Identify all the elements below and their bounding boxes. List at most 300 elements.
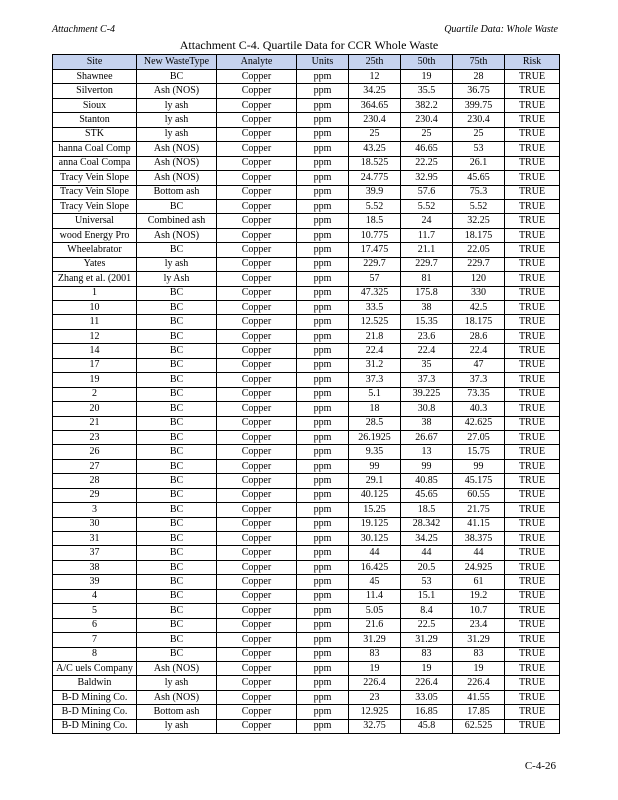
site-cell: 27 xyxy=(53,459,137,473)
waste-type-cell: ly ash xyxy=(137,127,217,141)
q25-cell: 43.25 xyxy=(349,142,401,156)
site-cell: 17 xyxy=(53,358,137,372)
waste-type-cell: BC xyxy=(137,329,217,343)
site-cell: 20 xyxy=(53,402,137,416)
site-cell: Yates xyxy=(53,257,137,271)
analyte-cell: Copper xyxy=(217,214,297,228)
units-cell: ppm xyxy=(297,113,349,127)
q75-cell: 31.29 xyxy=(453,633,505,647)
analyte-cell: Copper xyxy=(217,445,297,459)
q50-cell: 21.1 xyxy=(401,243,453,257)
waste-type-cell: ly ash xyxy=(137,676,217,690)
q75-cell: 42.625 xyxy=(453,416,505,430)
table-row xyxy=(53,517,560,531)
table-row xyxy=(53,113,560,127)
q75-cell: 17.85 xyxy=(453,705,505,719)
column-header: 25th xyxy=(349,55,401,70)
waste-type-cell: ly Ash xyxy=(137,272,217,286)
site-cell: 14 xyxy=(53,344,137,358)
analyte-cell: Copper xyxy=(217,589,297,603)
units-cell: ppm xyxy=(297,633,349,647)
analyte-cell: Copper xyxy=(217,575,297,589)
site-cell: 11 xyxy=(53,315,137,329)
q50-cell: 15.1 xyxy=(401,589,453,603)
units-cell: ppm xyxy=(297,676,349,690)
q25-cell: 26.1925 xyxy=(349,430,401,444)
site-cell: Stanton xyxy=(53,113,137,127)
q25-cell: 99 xyxy=(349,459,401,473)
risk-cell: TRUE xyxy=(505,560,560,574)
site-cell: 30 xyxy=(53,517,137,531)
q75-cell: 28.6 xyxy=(453,329,505,343)
table-row xyxy=(53,416,560,430)
q75-cell: 83 xyxy=(453,647,505,661)
table-row xyxy=(53,618,560,632)
q25-cell: 30.125 xyxy=(349,532,401,546)
analyte-cell: Copper xyxy=(217,503,297,517)
q25-cell: 47.325 xyxy=(349,286,401,300)
q25-cell: 12.525 xyxy=(349,315,401,329)
q75-cell: 10.7 xyxy=(453,604,505,618)
q25-cell: 5.05 xyxy=(349,604,401,618)
q75-cell: 26.1 xyxy=(453,156,505,170)
q25-cell: 230.4 xyxy=(349,113,401,127)
table-row xyxy=(53,329,560,343)
units-cell: ppm xyxy=(297,661,349,675)
units-cell: ppm xyxy=(297,199,349,213)
q75-cell: 22.4 xyxy=(453,344,505,358)
q75-cell: 40.3 xyxy=(453,402,505,416)
q25-cell: 10.775 xyxy=(349,228,401,242)
analyte-cell: Copper xyxy=(217,228,297,242)
site-cell: 12 xyxy=(53,329,137,343)
waste-type-cell: BC xyxy=(137,560,217,574)
q75-cell: 45.65 xyxy=(453,171,505,185)
q75-cell: 15.75 xyxy=(453,445,505,459)
site-cell: Sioux xyxy=(53,98,137,112)
table-row xyxy=(53,358,560,372)
table-row xyxy=(53,387,560,401)
analyte-cell: Copper xyxy=(217,647,297,661)
q25-cell: 19.125 xyxy=(349,517,401,531)
q25-cell: 83 xyxy=(349,647,401,661)
units-cell: ppm xyxy=(297,546,349,560)
units-cell: ppm xyxy=(297,373,349,387)
waste-type-cell: BC xyxy=(137,445,217,459)
q50-cell: 226.4 xyxy=(401,676,453,690)
q50-cell: 45.8 xyxy=(401,719,453,733)
analyte-cell: Copper xyxy=(217,329,297,343)
q50-cell: 38 xyxy=(401,416,453,430)
risk-cell: TRUE xyxy=(505,301,560,315)
q50-cell: 229.7 xyxy=(401,257,453,271)
analyte-cell: Copper xyxy=(217,301,297,315)
q25-cell: 40.125 xyxy=(349,488,401,502)
units-cell: ppm xyxy=(297,301,349,315)
q75-cell: 120 xyxy=(453,272,505,286)
analyte-cell: Copper xyxy=(217,661,297,675)
site-cell: hanna Coal Comp xyxy=(53,142,137,156)
risk-cell: TRUE xyxy=(505,257,560,271)
units-cell: ppm xyxy=(297,171,349,185)
table-row xyxy=(53,647,560,661)
table-row xyxy=(53,185,560,199)
waste-type-cell: BC xyxy=(137,402,217,416)
q50-cell: 8.4 xyxy=(401,604,453,618)
q50-cell: 18.5 xyxy=(401,503,453,517)
analyte-cell: Copper xyxy=(217,344,297,358)
column-header: 50th xyxy=(401,55,453,70)
q25-cell: 19 xyxy=(349,661,401,675)
risk-cell: TRUE xyxy=(505,445,560,459)
q50-cell: 22.4 xyxy=(401,344,453,358)
waste-type-cell: BC xyxy=(137,589,217,603)
units-cell: ppm xyxy=(297,618,349,632)
q25-cell: 25 xyxy=(349,127,401,141)
q75-cell: 330 xyxy=(453,286,505,300)
units-cell: ppm xyxy=(297,228,349,242)
risk-cell: TRUE xyxy=(505,719,560,733)
q25-cell: 229.7 xyxy=(349,257,401,271)
risk-cell: TRUE xyxy=(505,199,560,213)
q25-cell: 23 xyxy=(349,690,401,704)
q50-cell: 5.52 xyxy=(401,199,453,213)
units-cell: ppm xyxy=(297,272,349,286)
risk-cell: TRUE xyxy=(505,329,560,343)
table-row xyxy=(53,156,560,170)
q25-cell: 21.6 xyxy=(349,618,401,632)
units-cell: ppm xyxy=(297,358,349,372)
q50-cell: 230.4 xyxy=(401,113,453,127)
units-cell: ppm xyxy=(297,474,349,488)
analyte-cell: Copper xyxy=(217,546,297,560)
waste-type-cell: BC xyxy=(137,503,217,517)
analyte-cell: Copper xyxy=(217,474,297,488)
q25-cell: 18.525 xyxy=(349,156,401,170)
q75-cell: 25 xyxy=(453,127,505,141)
q75-cell: 36.75 xyxy=(453,84,505,98)
risk-cell: TRUE xyxy=(505,214,560,228)
units-cell: ppm xyxy=(297,488,349,502)
waste-type-cell: Ash (NOS) xyxy=(137,84,217,98)
site-cell: 21 xyxy=(53,416,137,430)
analyte-cell: Copper xyxy=(217,70,297,84)
analyte-cell: Copper xyxy=(217,84,297,98)
risk-cell: TRUE xyxy=(505,243,560,257)
waste-type-cell: BC xyxy=(137,647,217,661)
risk-cell: TRUE xyxy=(505,373,560,387)
table-row xyxy=(53,661,560,675)
q75-cell: 226.4 xyxy=(453,676,505,690)
site-cell: Tracy Vein Slope xyxy=(53,171,137,185)
q25-cell: 31.29 xyxy=(349,633,401,647)
risk-cell: TRUE xyxy=(505,532,560,546)
q25-cell: 16.425 xyxy=(349,560,401,574)
risk-cell: TRUE xyxy=(505,661,560,675)
site-cell: Zhang et al. (2001 xyxy=(53,272,137,286)
waste-type-cell: BC xyxy=(137,430,217,444)
q75-cell: 75.3 xyxy=(453,185,505,199)
waste-type-cell: Ash (NOS) xyxy=(137,690,217,704)
table-row xyxy=(53,459,560,473)
site-cell: 26 xyxy=(53,445,137,459)
waste-type-cell: BC xyxy=(137,604,217,618)
table-row xyxy=(53,532,560,546)
risk-cell: TRUE xyxy=(505,503,560,517)
site-cell: 31 xyxy=(53,532,137,546)
risk-cell: TRUE xyxy=(505,228,560,242)
analyte-cell: Copper xyxy=(217,272,297,286)
units-cell: ppm xyxy=(297,560,349,574)
q75-cell: 18.175 xyxy=(453,228,505,242)
q75-cell: 19.2 xyxy=(453,589,505,603)
units-cell: ppm xyxy=(297,575,349,589)
q50-cell: 53 xyxy=(401,575,453,589)
risk-cell: TRUE xyxy=(505,546,560,560)
units-cell: ppm xyxy=(297,387,349,401)
units-cell: ppm xyxy=(297,315,349,329)
units-cell: ppm xyxy=(297,243,349,257)
risk-cell: TRUE xyxy=(505,517,560,531)
table-row xyxy=(53,127,560,141)
risk-cell: TRUE xyxy=(505,633,560,647)
site-cell: Wheelabrator xyxy=(53,243,137,257)
risk-cell: TRUE xyxy=(505,315,560,329)
q75-cell: 19 xyxy=(453,661,505,675)
table-row xyxy=(53,503,560,517)
waste-type-cell: BC xyxy=(137,358,217,372)
q50-cell: 20.5 xyxy=(401,560,453,574)
table-row xyxy=(53,344,560,358)
q50-cell: 26.67 xyxy=(401,430,453,444)
analyte-cell: Copper xyxy=(217,373,297,387)
site-cell: Tracy Vein Slope xyxy=(53,185,137,199)
q25-cell: 226.4 xyxy=(349,676,401,690)
analyte-cell: Copper xyxy=(217,676,297,690)
waste-type-cell: Ash (NOS) xyxy=(137,156,217,170)
site-cell: 38 xyxy=(53,560,137,574)
table-row xyxy=(53,199,560,213)
q75-cell: 21.75 xyxy=(453,503,505,517)
site-cell: Shawnee xyxy=(53,70,137,84)
table-row xyxy=(53,690,560,704)
waste-type-cell: BC xyxy=(137,315,217,329)
waste-type-cell: BC xyxy=(137,488,217,502)
q75-cell: 18.175 xyxy=(453,315,505,329)
analyte-cell: Copper xyxy=(217,171,297,185)
q75-cell: 41.55 xyxy=(453,690,505,704)
q50-cell: 23.6 xyxy=(401,329,453,343)
waste-type-cell: Bottom ash xyxy=(137,185,217,199)
risk-cell: TRUE xyxy=(505,705,560,719)
risk-cell: TRUE xyxy=(505,647,560,661)
q50-cell: 25 xyxy=(401,127,453,141)
q75-cell: 24.925 xyxy=(453,560,505,574)
risk-cell: TRUE xyxy=(505,690,560,704)
table-row xyxy=(53,719,560,733)
q50-cell: 19 xyxy=(401,70,453,84)
q25-cell: 5.1 xyxy=(349,387,401,401)
analyte-cell: Copper xyxy=(217,532,297,546)
q50-cell: 57.6 xyxy=(401,185,453,199)
table-row xyxy=(53,171,560,185)
analyte-cell: Copper xyxy=(217,633,297,647)
risk-cell: TRUE xyxy=(505,185,560,199)
site-cell: 7 xyxy=(53,633,137,647)
q75-cell: 399.75 xyxy=(453,98,505,112)
column-header: New WasteType xyxy=(137,55,217,70)
q50-cell: 37.3 xyxy=(401,373,453,387)
table-row xyxy=(53,705,560,719)
units-cell: ppm xyxy=(297,416,349,430)
table-row xyxy=(53,301,560,315)
analyte-cell: Copper xyxy=(217,719,297,733)
waste-type-cell: BC xyxy=(137,286,217,300)
q75-cell: 23.4 xyxy=(453,618,505,632)
units-cell: ppm xyxy=(297,402,349,416)
site-cell: B-D Mining Co. xyxy=(53,719,137,733)
risk-cell: TRUE xyxy=(505,676,560,690)
analyte-cell: Copper xyxy=(217,257,297,271)
site-cell: 2 xyxy=(53,387,137,401)
q25-cell: 18.5 xyxy=(349,214,401,228)
q25-cell: 28.5 xyxy=(349,416,401,430)
q75-cell: 60.55 xyxy=(453,488,505,502)
q25-cell: 18 xyxy=(349,402,401,416)
site-cell: 23 xyxy=(53,430,137,444)
q50-cell: 22.25 xyxy=(401,156,453,170)
units-cell: ppm xyxy=(297,589,349,603)
q75-cell: 230.4 xyxy=(453,113,505,127)
table-row xyxy=(53,142,560,156)
units-cell: ppm xyxy=(297,459,349,473)
q75-cell: 41.15 xyxy=(453,517,505,531)
site-cell: B-D Mining Co. xyxy=(53,690,137,704)
q25-cell: 11.4 xyxy=(349,589,401,603)
analyte-cell: Copper xyxy=(217,199,297,213)
q50-cell: 175.8 xyxy=(401,286,453,300)
site-cell: Silverton xyxy=(53,84,137,98)
q25-cell: 9.35 xyxy=(349,445,401,459)
column-header: Units xyxy=(297,55,349,70)
q75-cell: 99 xyxy=(453,459,505,473)
q75-cell: 44 xyxy=(453,546,505,560)
waste-type-cell: Ash (NOS) xyxy=(137,171,217,185)
q25-cell: 22.4 xyxy=(349,344,401,358)
waste-type-cell: BC xyxy=(137,532,217,546)
q50-cell: 24 xyxy=(401,214,453,228)
units-cell: ppm xyxy=(297,344,349,358)
q25-cell: 24.775 xyxy=(349,171,401,185)
waste-type-cell: ly ash xyxy=(137,98,217,112)
units-cell: ppm xyxy=(297,70,349,84)
waste-type-cell: BC xyxy=(137,416,217,430)
units-cell: ppm xyxy=(297,286,349,300)
q50-cell: 40.85 xyxy=(401,474,453,488)
q50-cell: 28.342 xyxy=(401,517,453,531)
site-cell: Universal xyxy=(53,214,137,228)
q50-cell: 33.05 xyxy=(401,690,453,704)
q50-cell: 44 xyxy=(401,546,453,560)
q25-cell: 34.25 xyxy=(349,84,401,98)
waste-type-cell: BC xyxy=(137,474,217,488)
units-cell: ppm xyxy=(297,329,349,343)
analyte-cell: Copper xyxy=(217,185,297,199)
waste-type-cell: BC xyxy=(137,633,217,647)
table-row xyxy=(53,257,560,271)
quartile-data-table xyxy=(52,54,560,734)
q75-cell: 45.175 xyxy=(453,474,505,488)
table-body xyxy=(53,70,560,734)
analyte-cell: Copper xyxy=(217,459,297,473)
risk-cell: TRUE xyxy=(505,589,560,603)
units-cell: ppm xyxy=(297,532,349,546)
page-title: Attachment C-4. Quartile Data for CCR Whole Waste xyxy=(179,38,439,52)
analyte-cell: Copper xyxy=(217,604,297,618)
site-cell: 6 xyxy=(53,618,137,632)
site-cell: 28 xyxy=(53,474,137,488)
risk-cell: TRUE xyxy=(505,98,560,112)
units-cell: ppm xyxy=(297,430,349,444)
table-row xyxy=(53,286,560,300)
site-cell: 29 xyxy=(53,488,137,502)
q50-cell: 22.5 xyxy=(401,618,453,632)
analyte-cell: Copper xyxy=(217,127,297,141)
risk-cell: TRUE xyxy=(505,142,560,156)
site-cell: 4 xyxy=(53,589,137,603)
units-cell: ppm xyxy=(297,690,349,704)
q75-cell: 73.35 xyxy=(453,387,505,401)
waste-type-cell: Ash (NOS) xyxy=(137,228,217,242)
risk-cell: TRUE xyxy=(505,474,560,488)
analyte-cell: Copper xyxy=(217,243,297,257)
units-cell: ppm xyxy=(297,647,349,661)
waste-type-cell: Ash (NOS) xyxy=(137,142,217,156)
units-cell: ppm xyxy=(297,84,349,98)
q75-cell: 27.05 xyxy=(453,430,505,444)
risk-cell: TRUE xyxy=(505,358,560,372)
table-row xyxy=(53,633,560,647)
site-cell: 39 xyxy=(53,575,137,589)
header-section-label: Quartile Data: Whole Waste xyxy=(444,24,558,35)
q25-cell: 37.3 xyxy=(349,373,401,387)
waste-type-cell: BC xyxy=(137,243,217,257)
analyte-cell: Copper xyxy=(217,416,297,430)
site-cell: B-D Mining Co. xyxy=(53,705,137,719)
q50-cell: 30.8 xyxy=(401,402,453,416)
analyte-cell: Copper xyxy=(217,358,297,372)
table-row xyxy=(53,546,560,560)
analyte-cell: Copper xyxy=(217,430,297,444)
units-cell: ppm xyxy=(297,156,349,170)
column-header: Risk xyxy=(505,55,560,70)
waste-type-cell: BC xyxy=(137,575,217,589)
q50-cell: 11.7 xyxy=(401,228,453,242)
column-header: Site xyxy=(53,55,137,70)
risk-cell: TRUE xyxy=(505,156,560,170)
q25-cell: 45 xyxy=(349,575,401,589)
waste-type-cell: BC xyxy=(137,199,217,213)
analyte-cell: Copper xyxy=(217,315,297,329)
q75-cell: 22.05 xyxy=(453,243,505,257)
units-cell: ppm xyxy=(297,142,349,156)
units-cell: ppm xyxy=(297,719,349,733)
units-cell: ppm xyxy=(297,445,349,459)
q50-cell: 19 xyxy=(401,661,453,675)
q50-cell: 13 xyxy=(401,445,453,459)
table-row xyxy=(53,560,560,574)
q25-cell: 12.925 xyxy=(349,705,401,719)
